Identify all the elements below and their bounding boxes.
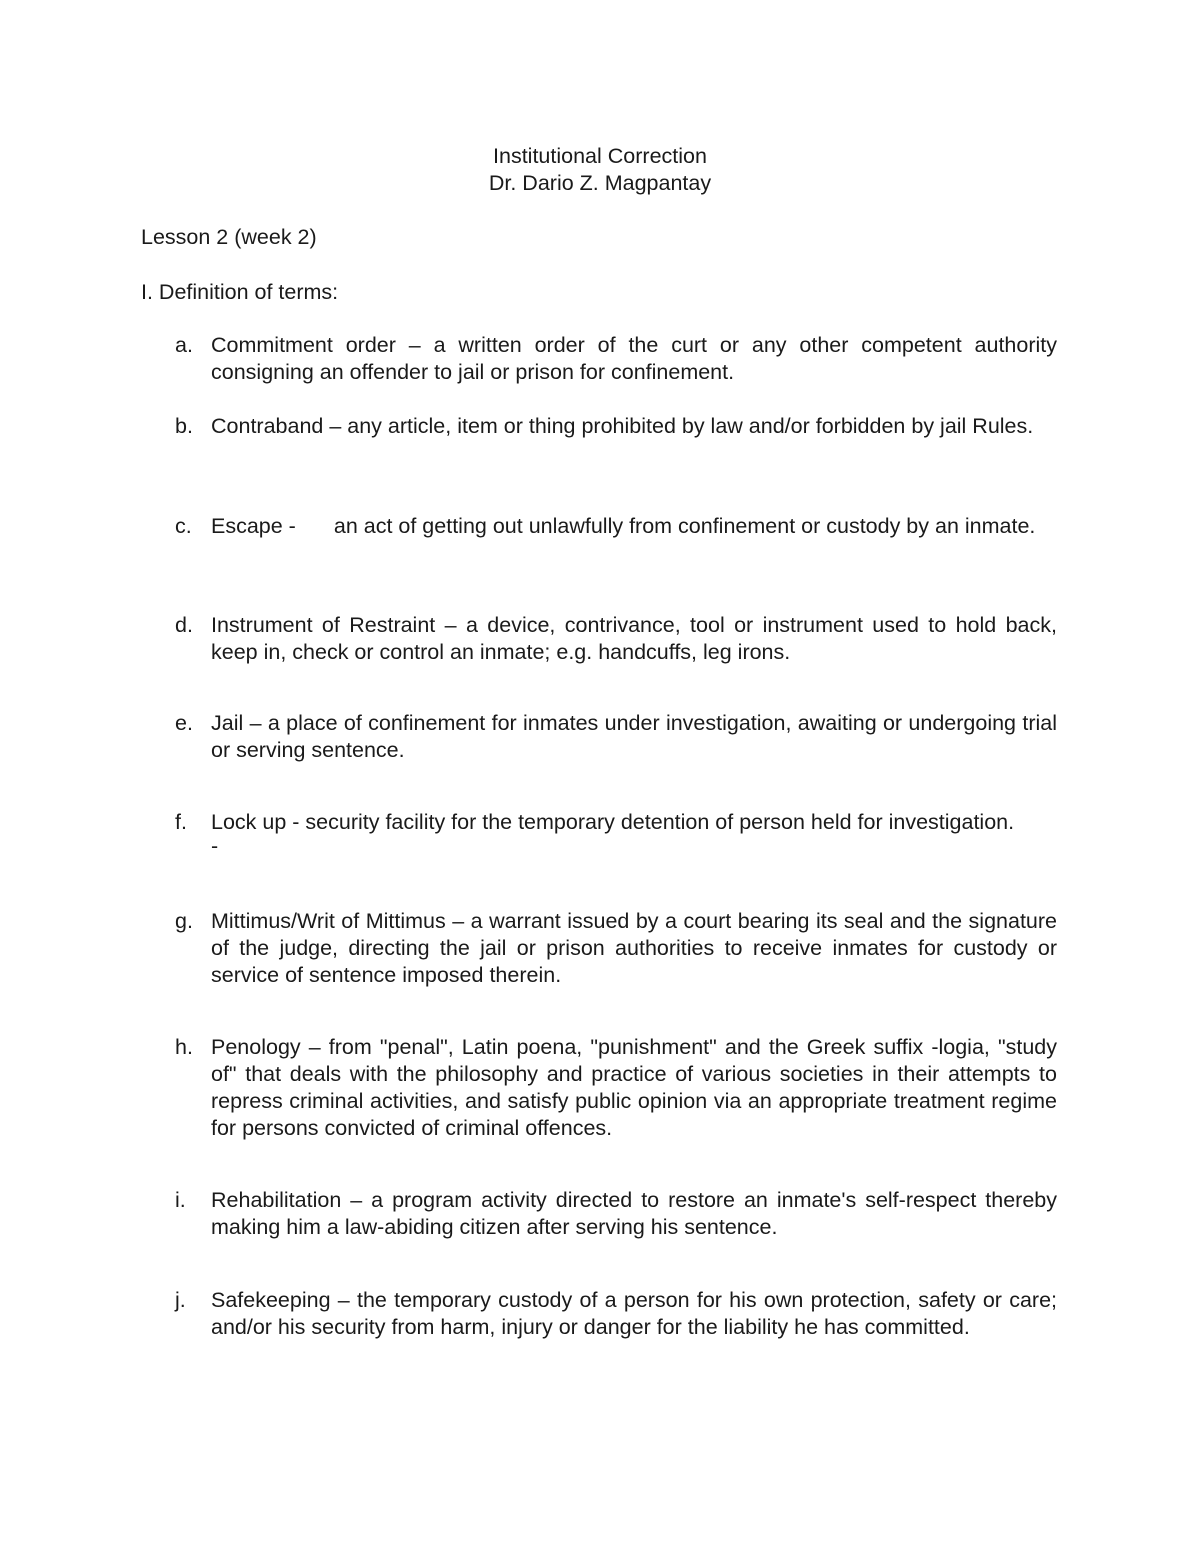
- item-marker: a.: [175, 333, 193, 357]
- definition-item-h: [175, 1034, 1057, 1142]
- item-text-container: [211, 513, 1057, 540]
- definition-item-c: [175, 513, 1057, 540]
- document-author: Dr. Dario Z. Magpantay: [488, 171, 712, 195]
- definition-item-a: [175, 332, 1057, 386]
- item-marker: h.: [175, 1035, 193, 1059]
- item-marker: f.: [175, 810, 187, 834]
- item-marker: g.: [175, 909, 193, 933]
- item-text: Rehabilitation – a program activity directed to restore an inmate's self-respect thereby making him a law-abiding citizen after serving his sentence.: [211, 1188, 1057, 1239]
- item-text: Contraband – any article, item or thing prohibited by law and/or forbidden by jail Rules.: [211, 414, 1034, 438]
- item-text: Mittimus/Writ of Mittimus – a warrant issued by a court bearing its seal and the signature of the judge, directing the jail or prison authorities to receive inmates for custody or service of sentence imposed therein.: [211, 909, 1057, 987]
- section-heading: I. Definition of terms:: [141, 280, 339, 304]
- definition-item-d: [175, 612, 1057, 666]
- definition-item-f: [175, 809, 1057, 856]
- item-text: Penology – from "penal", Latin poena, "punishment" and the Greek suffix -logia, "study of" that deals with the philosophy and practice of various societies in their attempts to repress criminal activities, and satisfy public opinion via an appropriate treatment regime for persons convicted of criminal offences.: [211, 1035, 1057, 1140]
- item-marker: c.: [175, 514, 192, 538]
- item-text: Lock up - security facility for the temporary detention of person held for investigation.: [211, 810, 1015, 834]
- definition-item-i: [175, 1187, 1057, 1241]
- trailing-dash: -: [211, 834, 219, 858]
- item-text: Jail – a place of confinement for inmates under investigation, awaiting or undergoing trial or serving sentence.: [211, 711, 1057, 762]
- definition-item-j: [175, 1287, 1057, 1341]
- definition-item-g: [175, 908, 1057, 989]
- item-marker: e.: [175, 711, 193, 735]
- lesson-heading: Lesson 2 (week 2): [141, 225, 317, 249]
- item-text: an act of getting out unlawfully from confinement or custody by an inmate.: [333, 514, 1036, 538]
- item-term: Escape -: [211, 514, 296, 538]
- definition-item-b: [175, 413, 1057, 440]
- item-marker: b.: [175, 414, 193, 438]
- item-text: Instrument of Restraint – a device, contrivance, tool or instrument used to hold back, keep in, check or control an inmate; e.g. handcuffs, leg irons.: [211, 613, 1057, 664]
- item-text: Commitment order – a written order of the curt or any other competent authority consigning an offender to jail or prison for confinement.: [211, 333, 1057, 384]
- item-marker: d.: [175, 613, 193, 637]
- item-text-container: [211, 809, 1057, 856]
- item-marker: i.: [175, 1188, 186, 1212]
- document-title: Institutional Correction: [493, 144, 707, 168]
- item-text: Safekeeping – the temporary custody of a person for his own protection, safety or care; and/or his security from harm, injury or danger for the liability he has committed.: [211, 1288, 1057, 1339]
- item-marker: j.: [175, 1288, 186, 1312]
- definition-item-e: [175, 710, 1057, 764]
